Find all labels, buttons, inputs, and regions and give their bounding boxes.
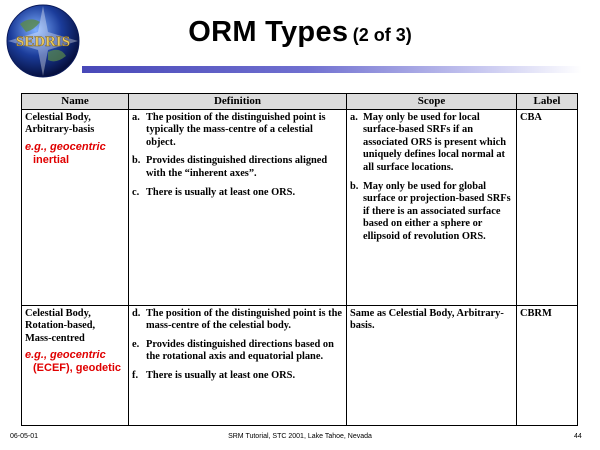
cell-name [22, 305, 129, 425]
item-text: There is usually at least one ORS. [146, 369, 296, 381]
item-marker: e. [132, 338, 140, 350]
cell-definition [129, 305, 347, 425]
definition-item [132, 112, 343, 150]
definition-item [132, 370, 343, 383]
title-subtitle: (2 of 3) [352, 25, 412, 45]
item-marker: b. [350, 180, 359, 192]
name-line: Rotation-based, [25, 320, 96, 332]
item-text: Provides distinguished directions aligned with the “inherent axes”. [146, 155, 328, 179]
item-marker: a. [132, 111, 140, 123]
example-line: e.g., geocentric [25, 140, 106, 153]
cell-scope: Same as Celestial Body, Arbitrary-basis. [347, 305, 517, 425]
item-marker: c. [132, 186, 140, 198]
example-text [25, 349, 125, 375]
column-header-name: Name [22, 94, 129, 110]
orm-types-table [21, 93, 578, 426]
item-marker: a. [350, 111, 358, 123]
item-text: The position of the distinguished point is the mass-centre of the celestial body. [146, 307, 343, 332]
definition-item [132, 187, 343, 200]
scope-item [350, 181, 513, 244]
scope-list [350, 112, 513, 244]
page-title [0, 16, 600, 49]
title-underline-bar [82, 66, 582, 73]
cell-definition [129, 109, 347, 305]
item-text: Provides distinguished directions based on the rotational axis and equatorial plane. [146, 338, 334, 363]
item-text: The position of the distinguished point is typically the mass-centre of a celestial object. [146, 111, 326, 148]
table-row [22, 109, 578, 305]
logo-text: SEDRIS [15, 34, 71, 50]
name-line: Mass-centred [25, 332, 85, 344]
definition-item [132, 155, 343, 180]
example-line: e.g., geocentric [25, 349, 106, 362]
name-line: Celestial Body, [25, 307, 91, 319]
example-line: (ECEF), geodetic [33, 362, 122, 375]
scope-item [350, 112, 513, 175]
example-line: inertial [33, 153, 70, 166]
item-marker: f. [132, 369, 139, 381]
table-header-row [22, 94, 578, 110]
cell-name [22, 109, 129, 305]
name-line: Celestial Body, [25, 111, 91, 123]
definition-item [132, 339, 343, 364]
item-text: May only be used for local surface-based SRFs if an associated ORS is present which uniquely defines local normal at all surface locations. [363, 111, 506, 173]
footer-title: SRM Tutorial, STC 2001, Lake Tahoe, Nevada [228, 433, 372, 440]
item-marker: d. [132, 307, 141, 319]
column-header-definition: Definition [129, 94, 347, 110]
cell-label: CBA [517, 109, 578, 305]
column-header-scope: Scope [347, 94, 517, 110]
definition-list [132, 112, 343, 200]
definition-item [132, 308, 343, 333]
footer-date: 06-05-01 [10, 433, 39, 440]
item-text: There is usually at least one ORS. [146, 186, 296, 198]
title-main: ORM Types [188, 16, 349, 48]
footer-page-number: 44 [574, 433, 582, 440]
cell-label: CBRM [517, 305, 578, 425]
cell-scope [347, 109, 517, 305]
table-row [22, 305, 578, 425]
item-marker: b. [132, 155, 141, 167]
name-line: Arbitrary-basis [25, 124, 95, 136]
definition-list [132, 308, 343, 383]
item-text: May only be used for global surface or projection-based SRFs if there is an associated surface based on either a sphere or ellipsoid of revolution ORS. [363, 180, 511, 242]
example-text [25, 141, 125, 167]
column-header-label: Label [517, 94, 578, 110]
